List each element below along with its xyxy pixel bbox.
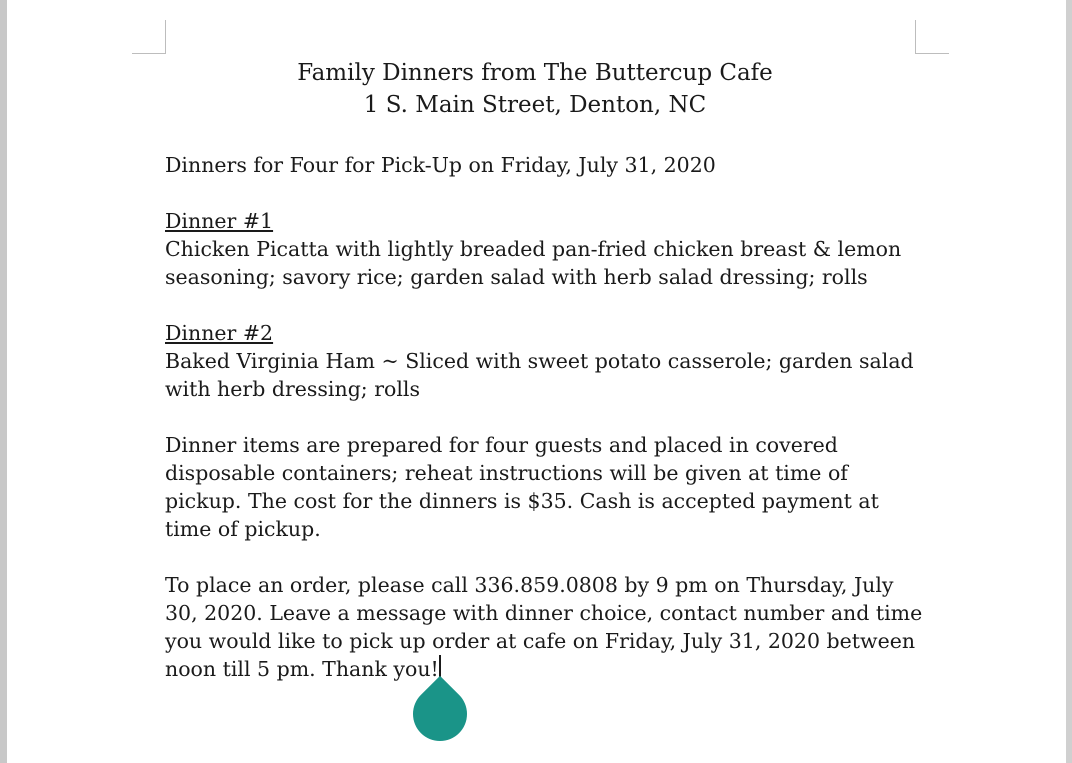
dinner1-line-1: Chicken Picatta with lightly breaded pan-fried chicken breast & lemon (165, 237, 902, 261)
margin-marker-top-right (915, 20, 949, 54)
order-line-4: noon till 5 pm. Thank you! (165, 657, 439, 681)
dinner1-line-2: seasoning; savory rice; garden salad with herb salad dressing; rolls (165, 265, 868, 289)
info-line-2: disposable containers; reheat instructions will be given at time of (165, 461, 848, 485)
order-line-1: To place an order, please call 336.859.0808 by 9 pm on Thursday, July (165, 573, 894, 597)
dinner2-line-1: Baked Virginia Ham ~ Sliced with sweet potato casserole; garden salad (165, 349, 914, 373)
cursor-drag-handle-icon[interactable] (402, 676, 478, 752)
dinner2-heading: Dinner #2 (165, 321, 274, 345)
info-line-3: pickup. The cost for the dinners is $35. Cash is accepted payment at (165, 489, 879, 513)
header-title: Family Dinners from The Buttercup Cafe (297, 60, 773, 86)
info-line-4: time of pickup. (165, 517, 321, 541)
header-address: 1 S. Main Street, Denton, NC (363, 92, 707, 118)
order-line-3: you would like to pick up order at cafe on Friday, July 31, 2020 between (165, 629, 916, 653)
intro-line: Dinners for Four for Pick-Up on Friday, July 31, 2020 (165, 153, 716, 177)
dinner2-line-2: with herb dressing; rolls (165, 377, 421, 401)
left-page-edge (0, 0, 7, 763)
dinner1-heading: Dinner #1 (165, 209, 274, 233)
info-line-1: Dinner items are prepared for four guests and placed in covered (165, 433, 838, 457)
margin-marker-top-left (132, 20, 166, 54)
order-line-2: 30, 2020. Leave a message with dinner choice, contact number and time (165, 601, 923, 625)
right-page-edge (1066, 0, 1072, 763)
